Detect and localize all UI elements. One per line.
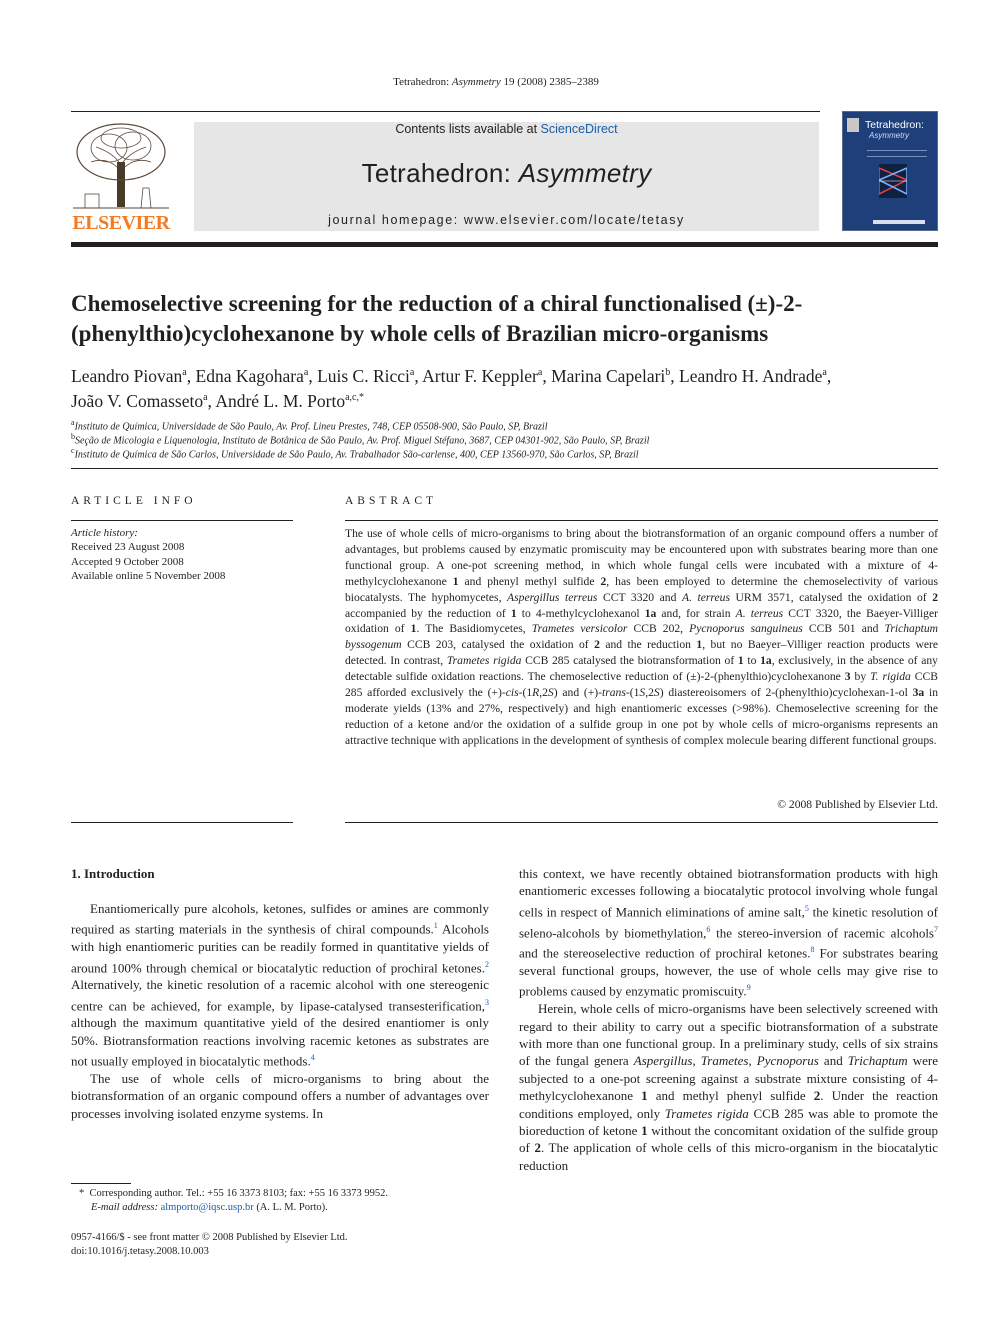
author[interactable]: Artur F. Keppler: [422, 365, 538, 386]
abstract-heading: ABSTRACT: [345, 495, 438, 507]
author[interactable]: André L. M. Porto: [215, 390, 346, 411]
article-history: Article history: Received 23 August 2008 Accepted 9 October 2008 Available online 5 November 2008: [71, 527, 226, 582]
header-rule: [71, 111, 820, 112]
journal-title: Tetrahedron: Asymmetry: [361, 158, 652, 188]
cover-artwork-icon: [879, 164, 907, 198]
author[interactable]: Edna Kagohara: [195, 365, 304, 386]
copyright: © 2008 Published by Elsevier Ltd.: [777, 798, 938, 811]
author[interactable]: Marina Capelari: [551, 365, 666, 386]
article-info-heading: ARTICLE INFO: [71, 495, 197, 507]
sciencedirect-link[interactable]: ScienceDirect: [540, 122, 618, 136]
corresponding-author-footnote: * Corresponding author. Tel.: +55 16 3373 8103; fax: +55 16 3373 9952. E-mail address: almporto@iqsc.usp.br (A. L. M. Porto).: [79, 1188, 388, 1213]
divider: [71, 520, 293, 521]
abstract-text: The use of whole cells of micro-organisms to bring about the biotransformation of an organic compound offers a number of advantages, but problems caused by enzymatic promiscuity may be encountered upon with substrates bearing more than one functional group. A one-pot screening method, in which whole fungal cells were incubated with a mixture of 4-methylcyclohexanone 1 and phenyl methyl sulfide 2, has been employed to determine the chemoselectivity of various biocatalysts. The hyphomycetes, Aspergillus terreus CCT 3320 and A. terreus URM 3571, catalysed the oxidation of 2 accompanied by the reduction of 1 to 4-methylcyclohexanol 1a and, for strain A. terreus CCT 3320, the Baeyer-Villiger oxidation of 1. The Basidiomycetes, Trametes versicolor CCB 202, Pycnoporus sanguineus CCB 501 and Trichaptum byssogenum CCB 203, catalysed the oxidation of 2 and the reduction 1, but no Baeyer–Villiger reaction products were detected. In contrast, Trametes rigida CCB 285 catalysed the biotransformation of 1 to 1a, exclusively, in the absence of any detectable sulfide oxidation reactions. The chemoselective reduction of (±)-2-(phenylthio)cyclohexanone 3 by T. rigida CCB 285 afforded exclusively the (+)-cis-(1R,2S) and (+)-trans-(1S,2S) diastereoisomers of 2-(phenylthio)cyclohexan-1-ol 3a in moderate yields (13% and 27%, respectively) and high enantiomeric excesses (>98%). Chemoselective screening for the reduction of a ketone and/or the oxidation of a sulfide group in one pot by whole cells of micro-organisms represents an attractive technique with applications in the development of synthesis of complex molecule bearing different functional groups.: [345, 527, 939, 747]
cover-elsevier-icon: [847, 118, 859, 132]
body-column-left: Enantiomerically pure alcohols, ketones, sulfides or amines are commonly required as starting materials in the synthesis of chiral compounds.$^1$ Alcohols with high enantiomeric purities can be readily formed in quantitative yields of around 100% through chemical or biocatalytic reduction of prochiral ketones.$^2$ Alternatively, the kinetic resolution of a racemic alcohol with one stereogenic centre can be achieved, for example, by lipase-catalysed transesterification,$^3$ although the maximum quantitative yield of the desired enantiomer is only 50%. Biotransformation reactions involving racemic ketones as substrates are not usually employed in biocatalytic methods.$^4$ The use of whole cells of micro-organisms to bring about the biotransformation of an organic compound offers a number of advantages over processes involving isolated enzyme systems. In: [71, 901, 489, 1121]
affiliation: $^a$Instituto de Química, Universidade de São Paulo, Av. Prof. Lineu Prestes, 748, CEP 05508-900, São Paulo, SP, Brazil: [71, 418, 548, 433]
divider: [345, 520, 938, 521]
publication-info: 0957-4166/$ - see front matter © 2008 Published by Elsevier Ltd. doi:10.1016/j.tetasy.2008.10.003: [71, 1231, 489, 1259]
footnote-rule: [71, 1183, 131, 1184]
author[interactable]: Leandro H. Andrade: [679, 365, 823, 386]
journal-homepage[interactable]: journal homepage: www.elsevier.com/locate/tetasy: [328, 213, 685, 227]
contents-availability: Contents lists available at ScienceDirect: [395, 122, 618, 136]
journal-cover-thumbnail[interactable]: [842, 111, 938, 231]
article-title: Chemoselective screening for the reduction of a chiral functionalised (±)-2-(phenylthio)cyclohexanone by whole cells of Brazilian micro-organisms: [71, 291, 803, 346]
affiliation: $^c$Instituto de Química de São Carlos, Universidade de São Paulo, Av. Trabalhador São-carlense, 400, CEP 13560-970, São Carlos, SP, Brazil: [71, 446, 639, 461]
elsevier-wordmark[interactable]: ELSEVIER: [72, 212, 170, 234]
body-column-right: this context, we have recently obtained biotransformation products with high enantiomeric excesses following a biocatalytic protocol involving whole fungal cells in respect of Mannich eliminations of amine salt,$^5$ the kinetic resolution of seleno-alcohols by biomethylation,$^6$ the stereo-inversion of racemic alcohols$^7$ and the stereoselective reduction of prochiral ketones.$^8$ For substrates bearing several functional groups, however, the use of whole cells may give rise to problems caused by enzymatic promiscuity.$^9$ Herein, whole cells of micro-organisms have been selectively screened with regard to their ability to carry out a specific biotransformation of a substrate with more than one functional group. In a preliminary study, cells of six strains of the fungal genera Aspergillus, Trametes, Pycnoporus and Trichaptum were subjected to a one-pot screening against a substrate mixture consisting of 4-methylcyclohexanone 1 and methyl phenyl sulfide 2. Under the reaction conditions employed, only Trametes rigida CCB 285 was able to promote the bioreduction of ketone 1 without the concomitant oxidation of the sulfide group of 2. The application of whole cells of this micro-organism in the biocatalytic reduction: [519, 866, 939, 1173]
author-list: Leandro Piovan$^a$, Edna Kagohara$^a$, Luis C. Ricci$^a$, Artur F. Keppler$^a$, Marina Capelari$^b$, Leandro H. Andrade$^a$, João V. Comasseto$^a$, André L. M. Porto$^{a,c,*}$: [71, 365, 832, 411]
doi[interactable]: doi:10.1016/j.tetasy.2008.10.003: [71, 1246, 209, 1257]
cover-title: Tetrahedron:: [865, 119, 924, 131]
author[interactable]: Leandro Piovan: [71, 365, 183, 386]
author[interactable]: João V. Comasseto: [71, 390, 204, 411]
cover-subtitle: Asymmetry: [869, 131, 909, 140]
header-thick-rule: [71, 242, 938, 247]
email-link[interactable]: almporto@iqsc.usp.br: [160, 1202, 254, 1213]
affiliation: $^b$Seção de Micologia e Liquenologia, Instituto de Botânica de São Paulo, Av. Prof. Miguel Stéfano, 3687, CEP 04301-902, São Paulo, SP, Brazil: [71, 432, 650, 447]
divider: [345, 822, 938, 823]
author[interactable]: Luis C. Ricci: [317, 365, 410, 386]
section-heading: 1. Introduction: [71, 866, 155, 881]
divider: [71, 468, 938, 469]
divider: [71, 822, 293, 823]
journal-citation: Tetrahedron: Asymmetry 19 (2008) 2385–2389: [393, 76, 599, 88]
journal-header-box: [194, 122, 819, 231]
